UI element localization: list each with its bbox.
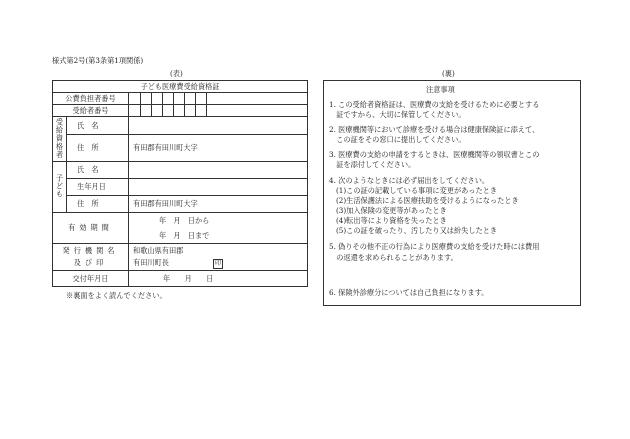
note-4-item-1: (1)この証の記載している事項に変更があったとき xyxy=(336,186,498,195)
child-group-label: 子ども xyxy=(55,173,65,199)
recipient-address-value: 有田郡有田川町大字 xyxy=(129,135,308,162)
birth-date-value xyxy=(129,179,308,196)
recipient-certificate-card xyxy=(52,80,308,287)
front-footnote: ※裏面をよく読んでください。 xyxy=(66,291,167,300)
payer-number-label: 公費負担者番号 xyxy=(53,93,129,105)
recipient-group-cell xyxy=(53,117,67,162)
note-3-line-1: 3. 医療費の支給の申請をするときは、医療機関等の領収書とこの xyxy=(329,150,540,159)
notes-title: 注意事項 xyxy=(426,85,455,94)
note-1-line-2: 証ですから、大切に保管してください。 xyxy=(329,110,466,119)
issue-date-label: 交付年月日 xyxy=(53,271,129,287)
official-seal-box: 印 xyxy=(214,260,221,267)
front-side-label: (表) xyxy=(170,69,183,78)
recipient-name-value xyxy=(129,117,308,135)
child-name-value xyxy=(129,162,308,179)
note-4-item-3: (3)加入保険の変更等があったとき xyxy=(336,206,447,215)
recipient-name-label: 氏 名 xyxy=(67,117,129,135)
child-address-value: 有田郡有田川町大字 xyxy=(129,196,308,213)
recipient-address-label: 住 所 xyxy=(67,135,129,162)
issuer-value-cell xyxy=(129,244,308,271)
card-title: 子ども医療費受給資格証 xyxy=(53,81,308,93)
note-5-line-1: 5. 偽りその他不正の行為により医療費の支給を受けた時には費用 xyxy=(329,242,540,251)
recipient-number-label: 受給者番号 xyxy=(53,105,129,117)
issuer-line-2: 有田川町長 xyxy=(133,258,169,267)
note-3-line-2: 証を添付してください。 xyxy=(329,160,416,169)
back-side-label: (裏) xyxy=(442,69,455,78)
validity-from: 年 月 日から xyxy=(159,216,210,225)
issuer-label-1: 発行機関名 xyxy=(62,246,119,255)
issuer-line-1: 和歌山県有田郡 xyxy=(133,246,184,255)
form-number: 様式第2号(第3条第1項関係) xyxy=(52,56,144,65)
note-4-item-5: (5)この証を破ったり、汚したり又は紛失したとき xyxy=(336,226,498,235)
note-5-line-2: の返還を求められることがあります。 xyxy=(329,253,458,262)
validity-to: 年 月 日まで xyxy=(159,231,210,240)
recipient-number-boxes xyxy=(129,105,308,117)
validity-label: 有効期間 xyxy=(53,213,129,244)
issuer-label-cell xyxy=(53,244,129,271)
issue-date-value: 年 月 日 xyxy=(129,271,308,287)
note-1-line-1: 1. この受給者資格証は、医療費の支給を受けるために必要とする xyxy=(329,100,540,109)
issuer-label-2: 及び印 xyxy=(73,258,108,267)
note-4-item-2: (2)生活保護法による医療扶助を受けるようになったとき xyxy=(336,196,519,205)
note-2-line-2: この証をその窓口に提出してください。 xyxy=(329,135,466,144)
note-2-line-1: 2. 医療機関等において診療を受ける場合は健康保険証に添えて、 xyxy=(329,125,540,134)
note-4-line-1: 4. 次のようなときには必ず届出をしてください。 xyxy=(329,176,490,185)
payer-number-boxes xyxy=(129,93,308,105)
validity-value xyxy=(129,213,308,244)
note-4-item-4: (4)転出等により資格を失ったとき xyxy=(336,216,447,225)
note-6-line-1: 6. 保険外診療分については自己負担になります。 xyxy=(329,288,489,297)
child-address-label: 住 所 xyxy=(67,196,129,213)
birth-date-label: 生年月日 xyxy=(67,179,129,196)
child-group-cell xyxy=(53,162,67,213)
child-name-label: 氏 名 xyxy=(67,162,129,179)
recipient-group-label: 受給資格者 xyxy=(55,117,65,159)
